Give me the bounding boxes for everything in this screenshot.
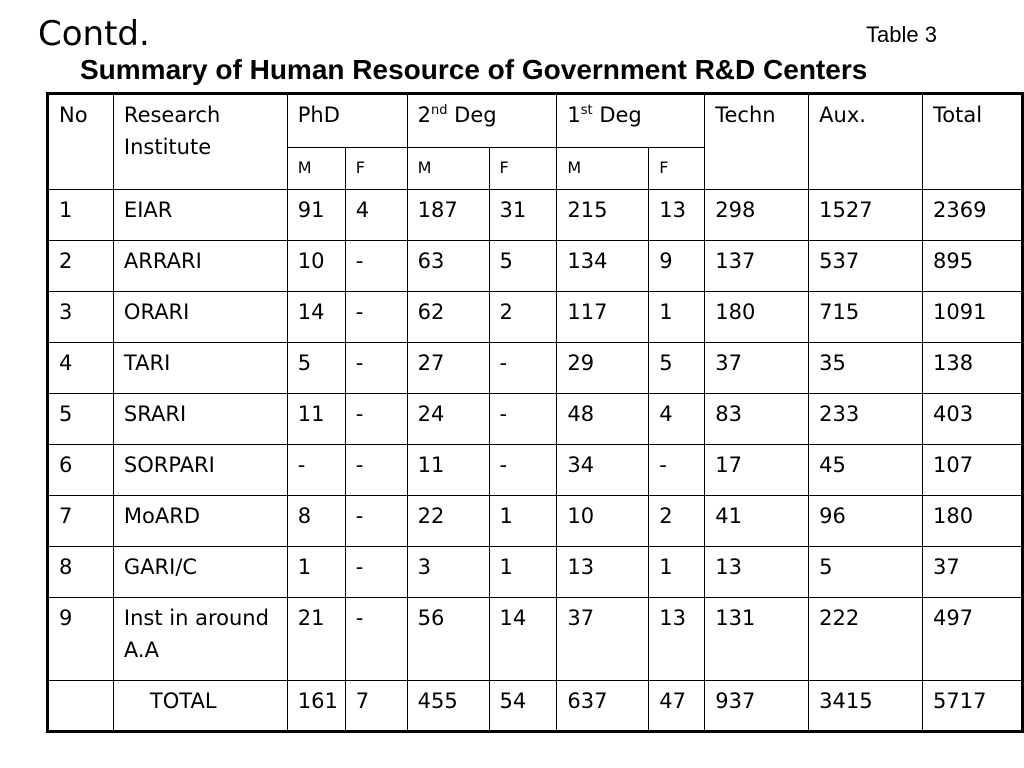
cell-techn: 17: [705, 445, 809, 496]
contd-label: Contd.: [38, 14, 150, 54]
cell-deg1-m: 48: [557, 394, 649, 445]
cell-deg2-f: 1: [489, 547, 557, 598]
header-phd: PhD: [287, 94, 407, 148]
cell-aux: 233: [809, 394, 923, 445]
subheader-1st-deg-f: F: [649, 148, 705, 190]
header-1st-deg-sup: st: [580, 103, 593, 118]
cell-deg2-m: 24: [407, 394, 489, 445]
cell-total: 497: [922, 598, 1022, 681]
cell-deg2-f: 14: [489, 598, 557, 681]
header-no: No: [48, 94, 114, 190]
header-2nd-deg-num: 2: [417, 103, 431, 127]
cell-deg2-m: 63: [407, 241, 489, 292]
table-row: [48, 292, 1023, 343]
cell-deg1-f: 5: [649, 343, 705, 394]
cell-deg1-f: -: [649, 445, 705, 496]
cell-deg2-m: 187: [407, 190, 489, 241]
cell-deg2-m: 22: [407, 496, 489, 547]
cell-techn: 37: [705, 343, 809, 394]
cell-deg1-m: 13: [557, 547, 649, 598]
cell-institute: GARI/C: [113, 547, 287, 598]
cell-phd-f: -: [345, 496, 407, 547]
cell-deg2-f: 31: [489, 190, 557, 241]
cell-no: 9: [48, 598, 114, 681]
cell-techn: 83: [705, 394, 809, 445]
cell-deg2-m: 56: [407, 598, 489, 681]
header-1st-deg-num: 1: [567, 103, 581, 127]
cell-phd-m: 11: [287, 394, 345, 445]
cell-institute: ORARI: [113, 292, 287, 343]
subheader-phd-f: F: [345, 148, 407, 190]
cell-techn: 41: [705, 496, 809, 547]
cell-no: 6: [48, 445, 114, 496]
cell-total: 2369: [922, 190, 1022, 241]
header-1st-deg-rest: Deg: [592, 103, 642, 127]
cell-phd-f: -: [345, 343, 407, 394]
cell-techn: 180: [705, 292, 809, 343]
header-1st-deg: [557, 94, 705, 148]
total-cell-no: [48, 681, 114, 732]
header-research-institute: Research Institute: [113, 94, 287, 190]
cell-institute: TARI: [113, 343, 287, 394]
cell-deg1-f: 4: [649, 394, 705, 445]
cell-deg1-f: 13: [649, 598, 705, 681]
table-number-label: Table 3: [866, 22, 937, 47]
total-cell-total: 5717: [922, 681, 1022, 732]
cell-phd-f: 4: [345, 190, 407, 241]
header-2nd-deg-sup: nd: [430, 103, 448, 118]
total-cell-deg2-m: 455: [407, 681, 489, 732]
total-cell-label: TOTAL: [113, 681, 287, 732]
cell-techn: 13: [705, 547, 809, 598]
cell-total: 1091: [922, 292, 1022, 343]
header-aux: Aux.: [809, 94, 923, 190]
cell-deg2-f: 1: [489, 496, 557, 547]
cell-phd-f: -: [345, 598, 407, 681]
cell-deg1-f: 9: [649, 241, 705, 292]
subheader-phd-m: M: [287, 148, 345, 190]
totals-row: [48, 681, 1023, 732]
cell-aux: 5: [809, 547, 923, 598]
cell-deg1-m: 117: [557, 292, 649, 343]
table-row: [48, 241, 1023, 292]
cell-deg1-f: 1: [649, 547, 705, 598]
cell-aux: 35: [809, 343, 923, 394]
cell-deg1-m: 215: [557, 190, 649, 241]
total-cell-deg1-f: 47: [649, 681, 705, 732]
cell-deg1-m: 34: [557, 445, 649, 496]
cell-no: 5: [48, 394, 114, 445]
cell-aux: 96: [809, 496, 923, 547]
cell-no: 8: [48, 547, 114, 598]
cell-no: 4: [48, 343, 114, 394]
cell-no: 3: [48, 292, 114, 343]
header-2nd-deg: [407, 94, 557, 148]
cell-total: 107: [922, 445, 1022, 496]
cell-aux: 222: [809, 598, 923, 681]
cell-deg1-f: 13: [649, 190, 705, 241]
cell-aux: 1527: [809, 190, 923, 241]
page-title: Summary of Human Resource of Government R&D Centers: [80, 54, 868, 85]
cell-total: 895: [922, 241, 1022, 292]
total-cell-techn: 937: [705, 681, 809, 732]
cell-deg1-m: 10: [557, 496, 649, 547]
cell-total: 138: [922, 343, 1022, 394]
cell-phd-m: 10: [287, 241, 345, 292]
header-2nd-deg-rest: Deg: [447, 103, 497, 127]
cell-institute: SORPARI: [113, 445, 287, 496]
cell-total: 180: [922, 496, 1022, 547]
subheader-1st-deg-m: M: [557, 148, 649, 190]
total-cell-deg1-m: 637: [557, 681, 649, 732]
total-cell-deg2-f: 54: [489, 681, 557, 732]
cell-total: 403: [922, 394, 1022, 445]
cell-phd-m: 1: [287, 547, 345, 598]
subheader-2nd-deg-f: F: [489, 148, 557, 190]
table-row: [48, 547, 1023, 598]
cell-phd-f: -: [345, 241, 407, 292]
cell-deg2-f: -: [489, 445, 557, 496]
cell-phd-m: -: [287, 445, 345, 496]
cell-deg2-m: 11: [407, 445, 489, 496]
summary-table: [46, 92, 1024, 733]
cell-aux: 537: [809, 241, 923, 292]
cell-phd-m: 91: [287, 190, 345, 241]
table-row: [48, 445, 1023, 496]
header-techn: Techn: [705, 94, 809, 190]
cell-phd-m: 21: [287, 598, 345, 681]
cell-techn: 298: [705, 190, 809, 241]
cell-deg2-m: 3: [407, 547, 489, 598]
cell-deg1-m: 29: [557, 343, 649, 394]
cell-deg1-m: 134: [557, 241, 649, 292]
cell-institute: ARRARI: [113, 241, 287, 292]
cell-phd-m: 8: [287, 496, 345, 547]
cell-deg1-m: 37: [557, 598, 649, 681]
cell-no: 1: [48, 190, 114, 241]
cell-phd-m: 5: [287, 343, 345, 394]
cell-techn: 131: [705, 598, 809, 681]
cell-phd-f: -: [345, 445, 407, 496]
table-row: [48, 496, 1023, 547]
table-row: [48, 343, 1023, 394]
cell-institute: MoARD: [113, 496, 287, 547]
cell-deg2-f: -: [489, 343, 557, 394]
cell-phd-m: 14: [287, 292, 345, 343]
total-cell-aux: 3415: [809, 681, 923, 732]
cell-deg2-f: 2: [489, 292, 557, 343]
cell-total: 37: [922, 547, 1022, 598]
cell-deg1-f: 2: [649, 496, 705, 547]
header-row: [48, 94, 1023, 148]
table-row: [48, 598, 1023, 681]
cell-institute: EIAR: [113, 190, 287, 241]
cell-phd-f: -: [345, 547, 407, 598]
cell-deg2-m: 27: [407, 343, 489, 394]
cell-aux: 715: [809, 292, 923, 343]
cell-phd-f: -: [345, 394, 407, 445]
cell-phd-f: -: [345, 292, 407, 343]
header-total: Total: [922, 94, 1022, 190]
cell-no: 2: [48, 241, 114, 292]
total-cell-phd-m: 161: [287, 681, 345, 732]
table-row: [48, 190, 1023, 241]
cell-aux: 45: [809, 445, 923, 496]
cell-deg2-f: 5: [489, 241, 557, 292]
table-row: [48, 394, 1023, 445]
cell-techn: 137: [705, 241, 809, 292]
cell-institute: SRARI: [113, 394, 287, 445]
cell-deg1-f: 1: [649, 292, 705, 343]
cell-no: 7: [48, 496, 114, 547]
subheader-2nd-deg-m: M: [407, 148, 489, 190]
cell-deg2-m: 62: [407, 292, 489, 343]
cell-deg2-f: -: [489, 394, 557, 445]
total-cell-phd-f: 7: [345, 681, 407, 732]
cell-institute: Inst in around A.A: [113, 598, 287, 681]
